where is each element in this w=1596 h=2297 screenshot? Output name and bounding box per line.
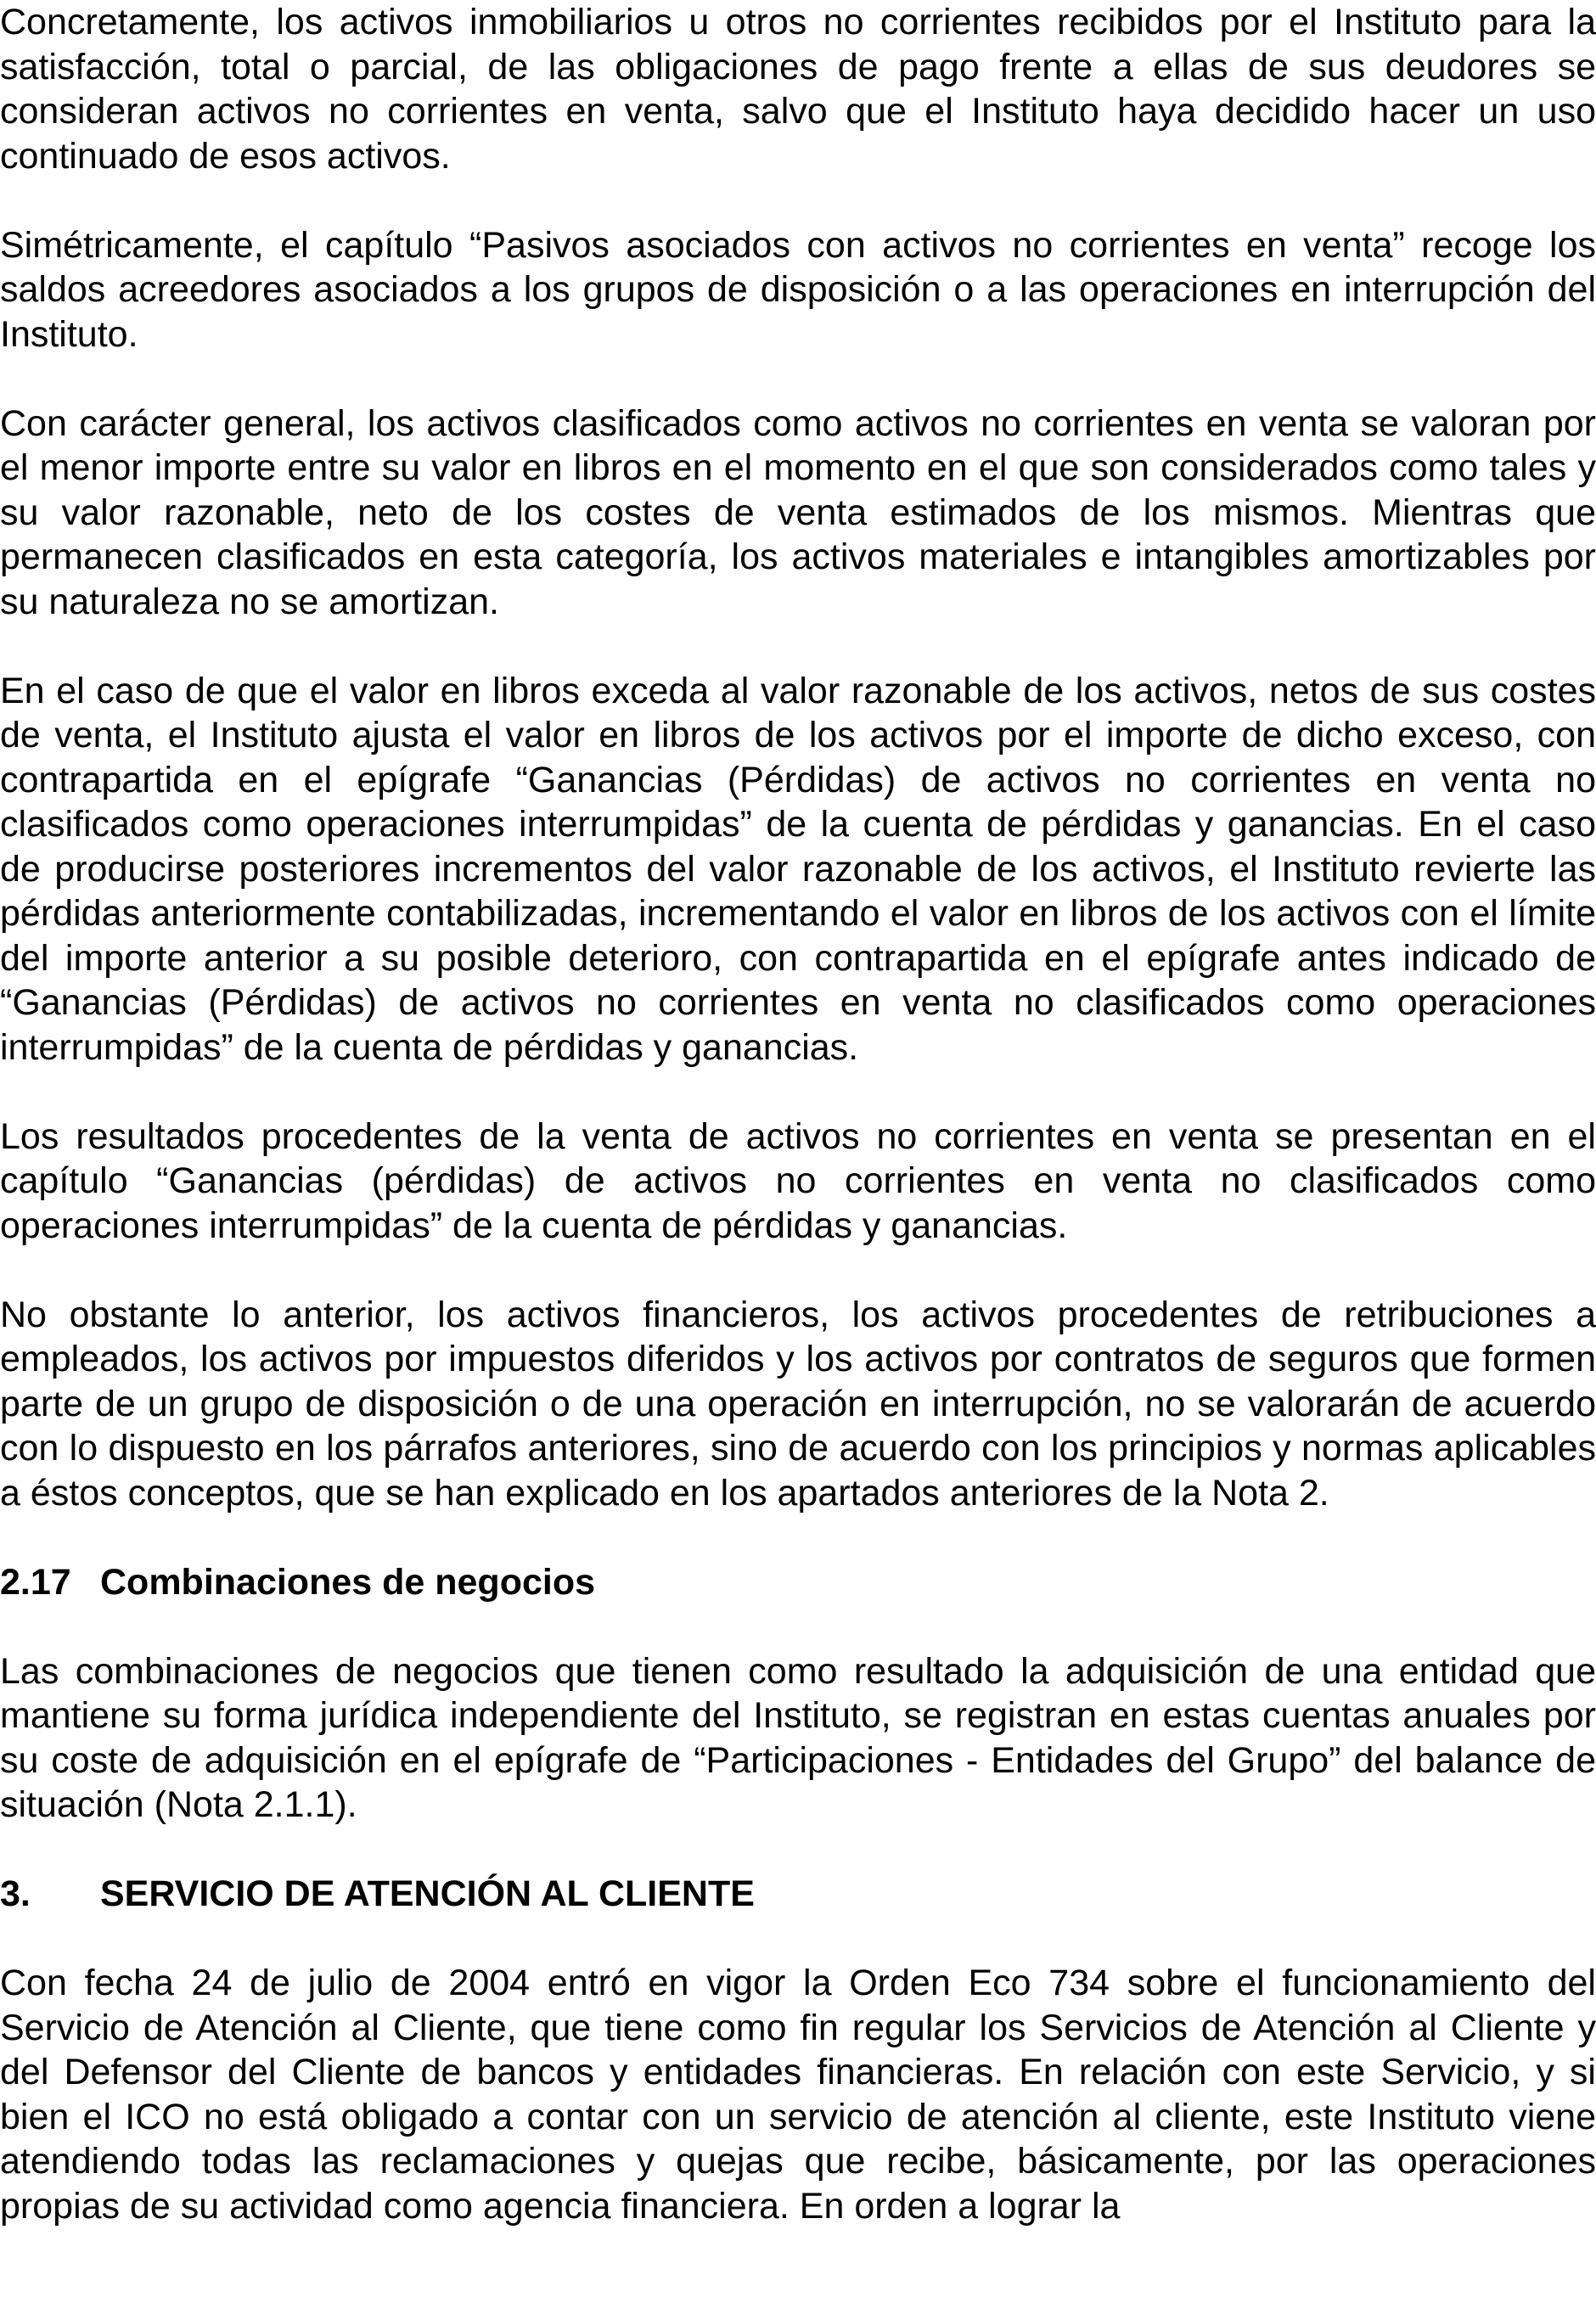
section-heading — [0, 1872, 1596, 1917]
paragraph-combinaciones-negocios: Las combinaciones de negocios que tienen como resultado la adquisición de una entidad que mantiene su forma jurídica independiente del Instituto, se registran en estas cuentas anuales por su coste de adquisición en el epígrafe de “Participaciones - Entidades del Grupo” del balance de situación (Nota 2.1.1). — [0, 1650, 1596, 1825]
paragraph-activos-inmobiliarios: Concretamente, los activos inmobiliarios u otros no corrientes recibidos por el Instituto para la satisfacción, total o parcial, de las obligaciones de pago frente a ellas de sus deudores se consideran activos no corrientes en venta, salvo que el Instituto haya decidido hacer un uso continuado de esos activos. — [0, 2, 1596, 177]
paragraph-no-obstante: No obstante lo anterior, los activos financieros, los activos procedentes de retribuciones a empleados, los activos por impuestos diferidos y los activos por contratos de seguros que formen parte de un grupo de disposición o de una operación en interrupción, no se valorarán de acuerdo con lo dispuesto en los párrafos anteriores, sino de acuerdo con los principios y normas aplicables a éstos conceptos, que se han explicado en los apartados anteriores de la Nota 2. — [0, 1294, 1596, 1514]
paragraph-servicio-atencion-cliente: Con fecha 24 de julio de 2004 entró en vigor la Orden Eco 734 sobre el funcionamiento del Servicio de Atención al Cliente, que tiene como fin regular los Servicios de Atención al Cliente y del Defensor del Cliente de bancos y entidades financieras. En relación con este Servicio, y si bien el ICO no está obligado a contar con un servicio de atención al cliente, este Instituto viene atendiendo todas las reclamaciones y quejas que recibe, básicamente, por las operaciones propias de su actividad como agencia financiera. En orden a lograr la — [0, 1963, 1596, 2227]
subsection-title: Combinaciones de negocios — [100, 1561, 595, 1603]
subsection-number: 2.17 — [0, 1561, 71, 1603]
paragraph-pasivos-asociados: Simétricamente, el capítulo “Pasivos asociados con activos no corrientes en venta” recoge los saldos acreedores asociados a los grupos de disposición o a las operaciones en interrupción del Instituto. — [0, 224, 1596, 355]
subsection-heading — [0, 1560, 1596, 1605]
section-title: SERVICIO DE ATENCIÓN AL CLIENTE — [100, 1873, 755, 1914]
paragraph-valor-en-libros: En el caso de que el valor en libros exceda al valor razonable de los activos, netos de sus costes de venta, el Instituto ajusta el valor en libros de los activos por el importe de dicho exceso, con contrapartida en el epígrafe “Ganancias (Pérdidas) de activos no corrientes en venta no clasificados como operaciones interrumpidas” de la cuenta de pérdidas y ganancias. En el caso de producirse posteriores incrementos del valor razonable de los activos, el Instituto revierte las pérdidas anteriormente contabilizadas, incrementando el valor en libros de los activos con el límite del importe anterior a su posible deterioro, con contrapartida en el epígrafe antes indicado de “Ganancias (Pérdidas) de activos no corrientes en venta no clasificados como operaciones interrumpidas” de la cuenta de pérdidas y ganancias. — [0, 670, 1596, 1068]
paragraph-resultados-venta: Los resultados procedentes de la venta de activos no corrientes en venta se presentan en el capítulo “Ganancias (pérdidas) de activos no corrientes en venta no clasificados como operaciones interrumpidas” de la cuenta de pérdidas y ganancias. — [0, 1115, 1596, 1246]
paragraph-caracter-general: Con carácter general, los activos clasificados como activos no corrientes en venta se valoran por el menor importe entre su valor en libros en el momento en el que son considerados como tales y su valor razonable, neto de los costes de venta estimados de los mismos. Mientras que permanecen clasificados en esta categoría, los activos materiales e intangibles amortizables por su naturaleza no se amortizan. — [0, 402, 1596, 622]
section-number: 3. — [0, 1873, 31, 1914]
